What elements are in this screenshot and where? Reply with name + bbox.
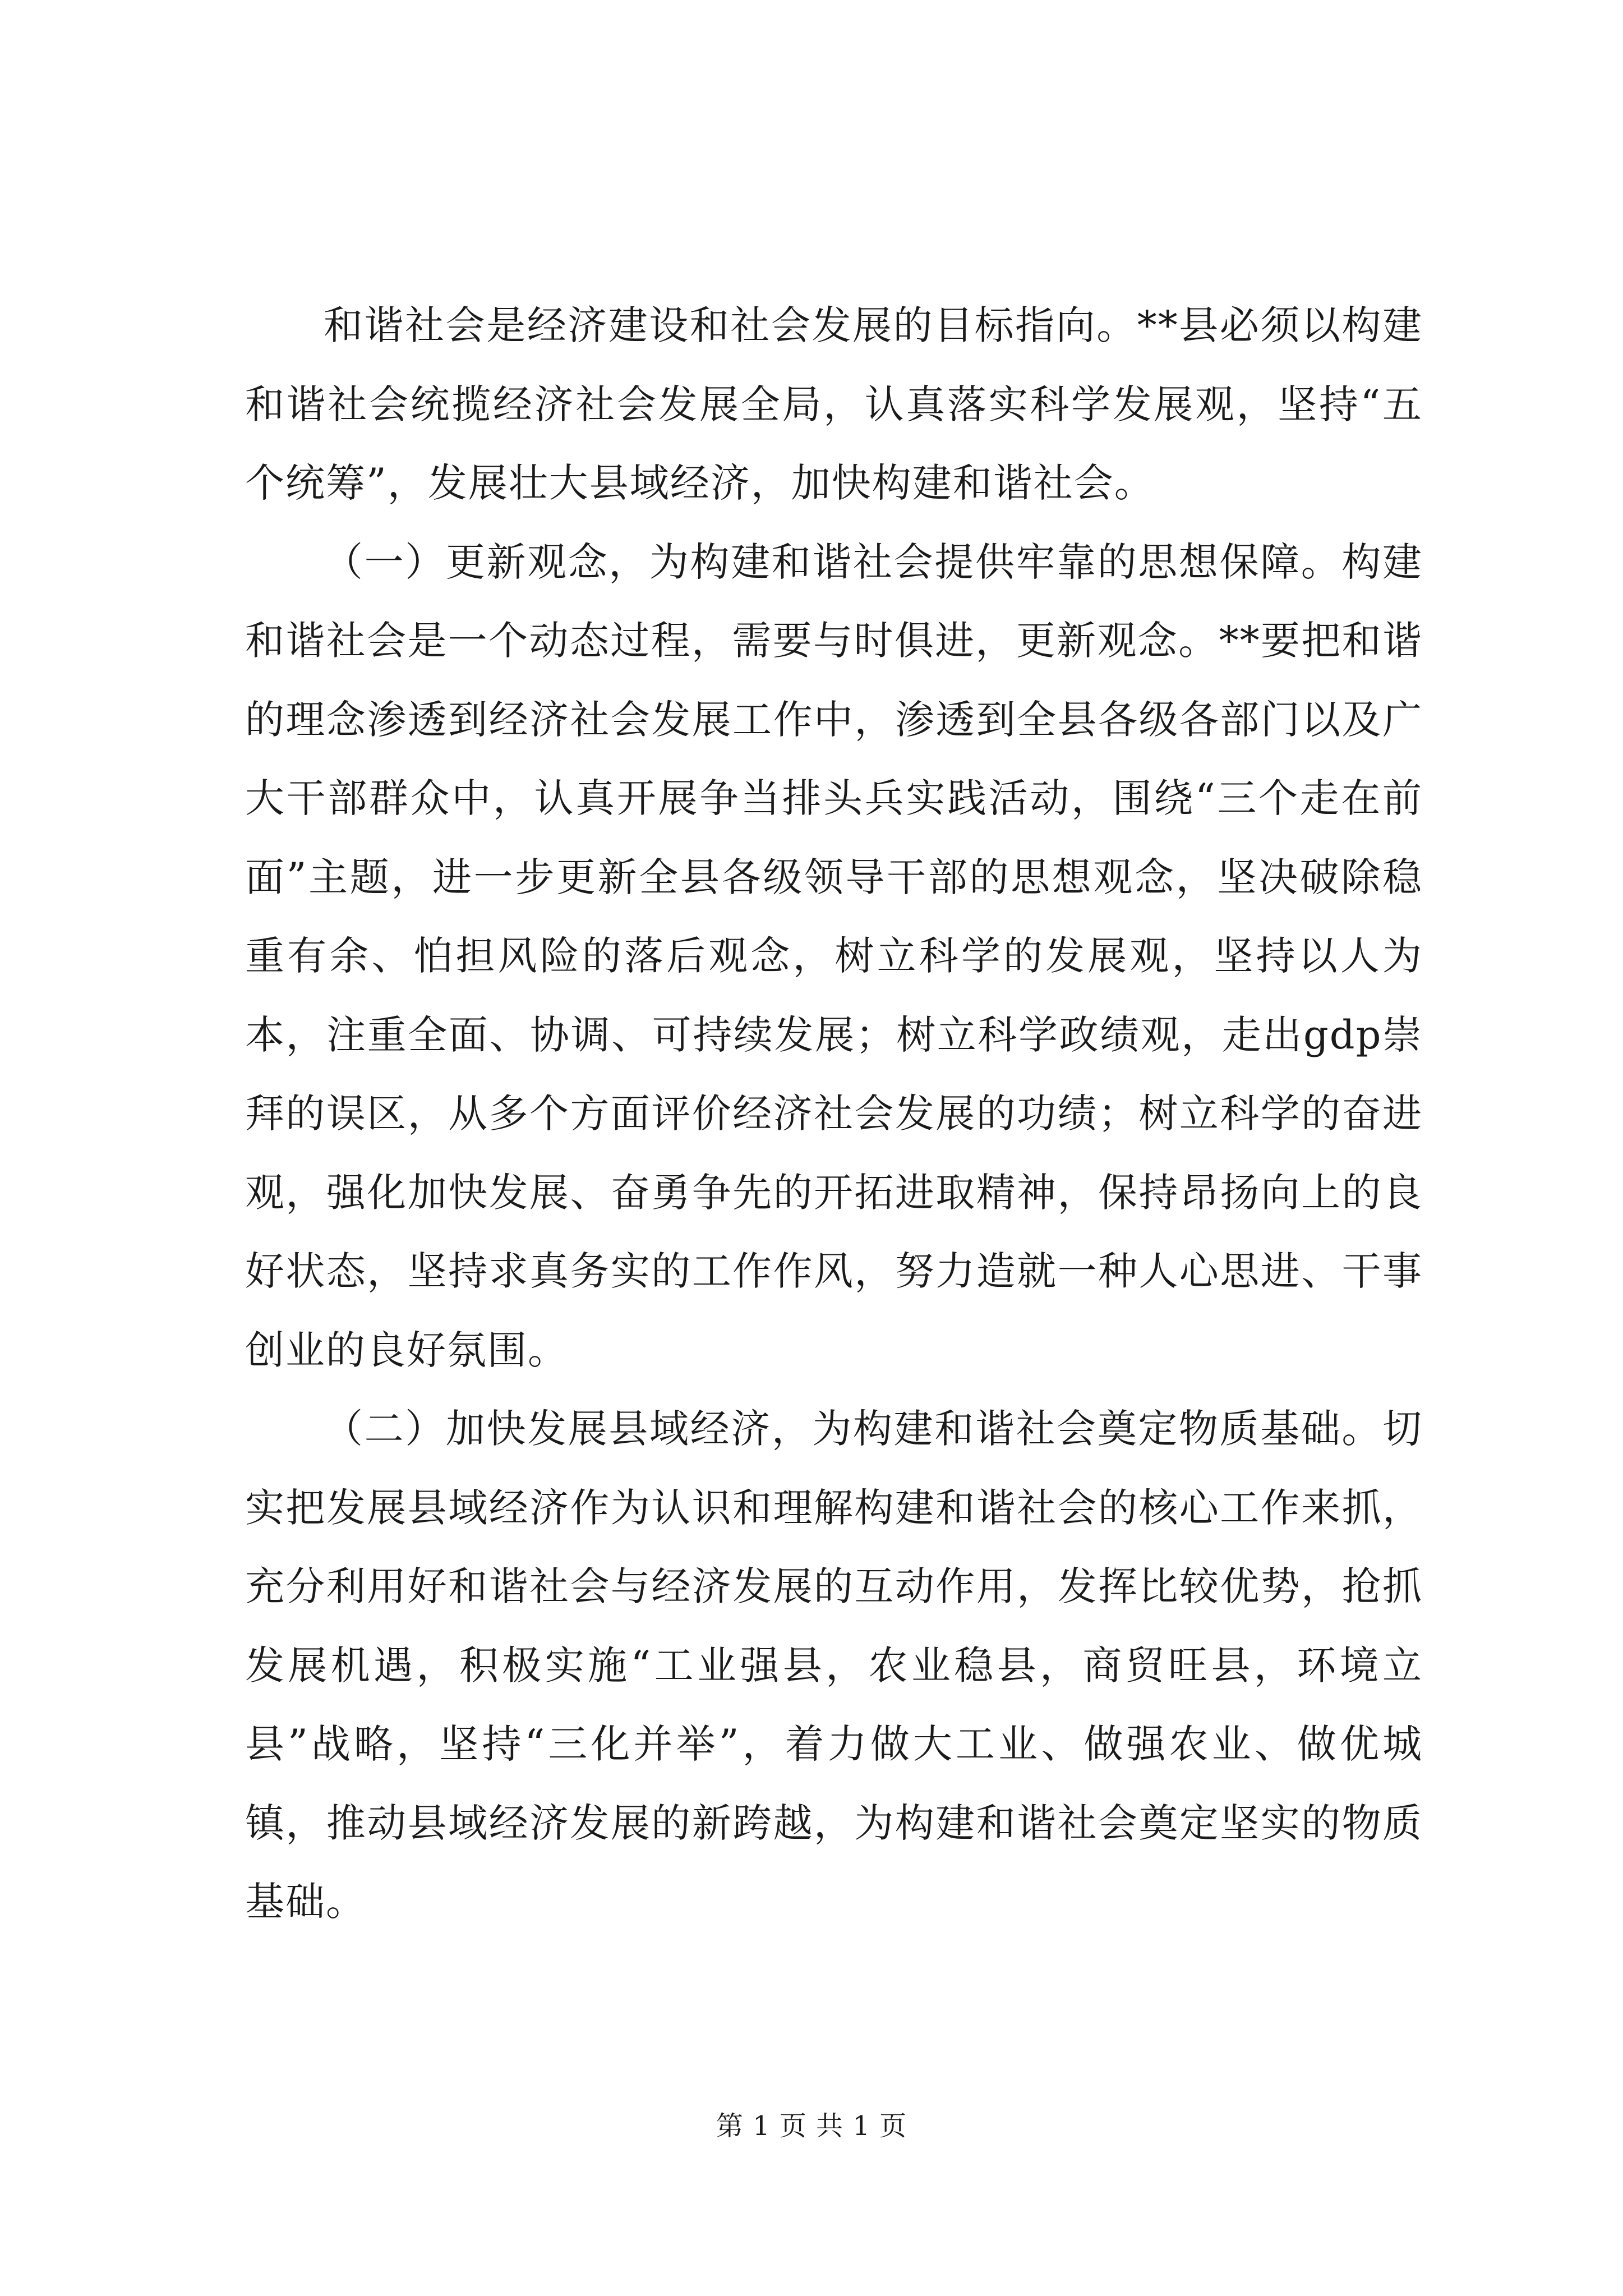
document-body — [245, 286, 1423, 1941]
page-footer: 第 1 页 共 1 页 — [716, 2110, 907, 2142]
paragraph-intro: 和谐社会是经济建设和社会发展的目标指向。**县必须以构建和谐社会统揽经济社会发展全局，认真落实科学发展观，坚持“五个统筹”，发展壮大县域经济，加快构建和谐社会。 — [245, 302, 1423, 506]
paragraph-section-two: （二）加快发展县域经济，为构建和谐社会奠定物质基础。切实把发展县域经济作为认识和理解构建和谐社会的核心工作来抓，充分利用好和谐社会与经济发展的互动作用，发挥比较优势，抢抓发展机遇，积极实施“工业强县，农业稳县，商贸旺县，环境立县”战略，坚持“三化并举”，着力做大工业、做强农业、做优城镇，推动县域经济发展的新跨越，为构建和谐社会奠定坚实的物质基础。 — [245, 1406, 1423, 1925]
paragraph-section-one: （一）更新观念，为构建和谐社会提供牢靠的思想保障。构建和谐社会是一个动态过程，需要与时俱进，更新观念。**要把和谐的理念渗透到经济社会发展工作中，渗透到全县各级各部门以及广大干部群众中，认真开展争当排头兵实践活动，围绕“三个走在前面”主题，进一步更新全县各级领导干部的思想观念，坚决破除稳重有余、怕担风险的落后观念，树立科学的发展观，坚持以人为本，注重全面、协调、可持续发展；树立科学政绩观，走出gdp崇拜的误区，从多个方面评价经济社会发展的功绩；树立科学的奋进观，强化加快发展、奋勇争先的开拓进取精神，保持昂扬向上的良好状态，坚持求真务实的工作作风，努力造就一种人心思进、干事创业的良好氛围。 — [245, 539, 1423, 1373]
